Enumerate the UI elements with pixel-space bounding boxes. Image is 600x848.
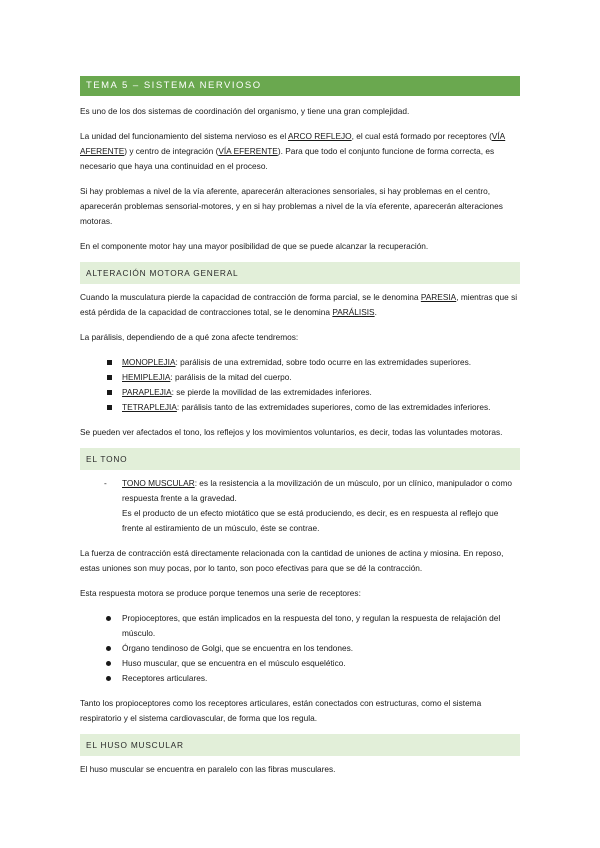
tono-paragraph-1: La fuerza de contracción está directamente relacionada con la cantidad de uniones de actina y miosina. En reposo, estas uniones son muy pocas, por lo tanto, son poco efectivas para que se dé la contracción.: [80, 548, 504, 573]
list-item: - TONO MUSCULAR: es la resistencia a la movilización de un músculo, por un clínico, manipulador o como respuesta frente a la gravedad. Es el producto de un efecto miotático que se está produciendo, es decir, es en respuesta al reflejo que frente al estiramiento de un músculo, éste se contrae.: [104, 478, 512, 533]
round-bullet-icon: [106, 676, 111, 681]
square-bullet-icon: [107, 405, 112, 410]
alteracion-paragraph-2: La parálisis, dependiendo de a qué zona afecte tendremos:: [80, 332, 299, 342]
chapter-title: TEMA 5 – SISTEMA NERVIOSO: [80, 76, 520, 96]
list-item: HEMIPLEJIA: parálisis de la mitad del cuerpo.: [80, 370, 520, 385]
list-item: Huso muscular, que se encuentra en el músculo esquelético.: [80, 656, 520, 671]
receptors-list: [80, 611, 520, 686]
list-item: PARAPLEJIA: se pierde la movilidad de las extremidades inferiores.: [80, 385, 520, 400]
list-item: MONOPLEJIA: parálisis de una extremidad, sobre todo ocurre en las extremidades superiores.: [80, 355, 520, 370]
round-bullet-icon: [106, 616, 111, 621]
round-bullet-icon: [106, 661, 111, 666]
square-bullet-icon: [107, 360, 112, 365]
dash-bullet: -: [104, 478, 107, 488]
tono-paragraph-2: Esta respuesta motora se produce porque tenemos una serie de receptores:: [80, 588, 361, 598]
paresia-term: PARESIA: [420, 292, 457, 302]
list-item: Propioceptores, que están implicados en la respuesta del tono, y regulan la respuesta de relajación del músculo.: [80, 611, 520, 641]
tono-paragraph-3: Tanto los propioceptores como los receptores articulares, están conectados con estructuras, como el sistema respiratorio y el sistema cardiovascular, de forma que los regula.: [80, 698, 482, 723]
via-aferente-term: VÍA AFERENTE: [80, 131, 506, 156]
tono-muscular-term: TONO MUSCULAR: [122, 478, 195, 488]
document-content: [80, 76, 520, 777]
intro-paragraph-1: Es uno de los dos sistemas de coordinación del organismo, y tiene una gran complejidad.: [80, 106, 410, 116]
intro-paragraph-2: La unidad del funcionamiento del sistema nervioso es el ARCO REFLEJO, el cual está formado por receptores (VÍA AFERENTE) y centro de integración (VÍA EFERENTE). Para que todo el conjunto funcione de forma correcta, es necesario que haya una continuidad en el proceso.: [80, 131, 506, 171]
list-item: Receptores articulares.: [80, 671, 520, 686]
paralisis-term: PARÁLISIS: [332, 307, 375, 317]
intro-paragraph-3: Si hay problemas a nivel de la vía aferente, aparecerán alteraciones sensoriales, si hay problemas en el centro, aparecerán problemas sensorial-motores, y en si hay problemas a nivel de la vía eferente, aparecerán alteraciones motoras.: [80, 186, 503, 226]
huso-paragraph-1: El huso muscular se encuentra en paralelo con las fibras musculares.: [80, 764, 336, 774]
via-eferente-term: VÍA EFERENTE: [218, 146, 278, 156]
alteracion-paragraph-1: Cuando la musculatura pierde la capacidad de contracción de forma parcial, se le denomina PARESIA, mientras que si está pérdida de la capacidad de contracciones total, se le denomina PARÁLISIS.: [80, 292, 518, 317]
arco-reflejo-term: ARCO REFLEJO: [288, 131, 352, 141]
section-heading-alteracion-motora: ALTERACIÓN MOTORA GENERAL: [80, 262, 520, 284]
paralysis-types-list: [80, 355, 520, 415]
alteracion-paragraph-3: Se pueden ver afectados el tono, los reflejos y los movimientos voluntarios, es decir, todas las voluntades motoras.: [80, 427, 503, 437]
square-bullet-icon: [107, 375, 112, 380]
intro-paragraph-4: En el componente motor hay una mayor posibilidad de que se puede alcanzar la recuperación.: [80, 241, 429, 251]
list-item: TETRAPLEJIA: parálisis tanto de las extremidades superiores, como de las extremidades inferiores.: [80, 400, 520, 415]
tono-definition-list: [80, 476, 520, 536]
square-bullet-icon: [107, 390, 112, 395]
list-item: Órgano tendinoso de Golgi, que se encuentra en los tendones.: [80, 641, 520, 656]
section-heading-huso-muscular: EL HUSO MUSCULAR: [80, 734, 520, 756]
section-heading-el-tono: EL TONO: [80, 448, 520, 470]
round-bullet-icon: [106, 646, 111, 651]
